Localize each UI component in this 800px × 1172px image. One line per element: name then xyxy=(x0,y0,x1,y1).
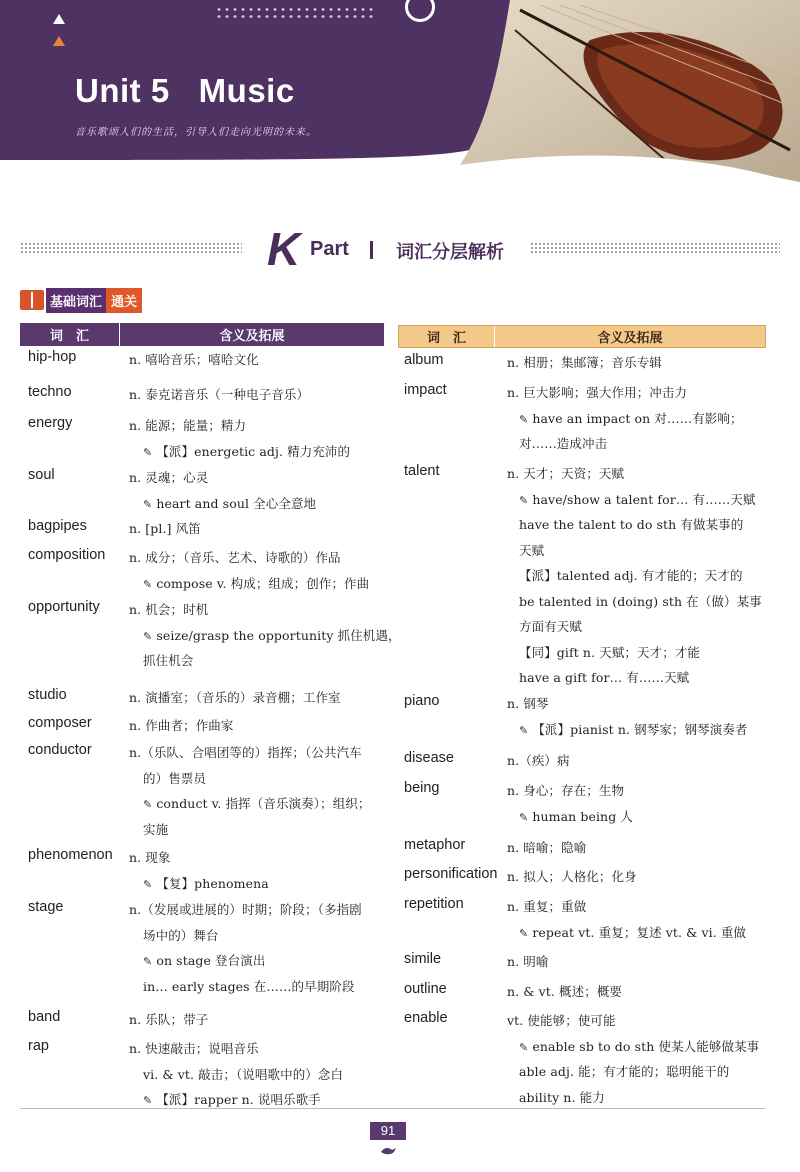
vocab-word: composition xyxy=(28,547,106,563)
vocab-meaning-line xyxy=(143,442,350,460)
vocab-word: conductor xyxy=(28,742,92,758)
vocab-word: being xyxy=(404,780,440,796)
part-heading xyxy=(20,224,780,274)
vocab-word: studio xyxy=(28,687,67,703)
vocab-meaning-line xyxy=(129,468,208,486)
vocab-meaning-line xyxy=(519,617,582,635)
vocab-meaning-line xyxy=(129,519,201,537)
meaning-text: on stage 登台演出 xyxy=(156,953,266,968)
right-table-header xyxy=(398,325,766,348)
section-label xyxy=(20,288,142,312)
vocab-word: band xyxy=(28,1009,61,1025)
meaning-text: n.（疾）病 xyxy=(507,753,570,768)
meaning-text: n. 乐队；带子 xyxy=(129,1012,209,1027)
meaning-text: n. 成分；（音乐、艺术、诗歌的）作品 xyxy=(129,550,341,565)
column-header-meaning: 含义及拓展 xyxy=(597,331,663,346)
meaning-text: n.（发展或进展的）时期；阶段；（多指剧 xyxy=(129,902,362,917)
meaning-text: n. 拟人；人格化；化身 xyxy=(507,869,637,884)
vocab-meaning-line xyxy=(519,1037,759,1055)
meaning-text: n. 身心；存在；生物 xyxy=(507,783,625,798)
vocab-word: simile xyxy=(404,951,442,967)
section-label-tag: 通关 xyxy=(106,288,142,313)
meaning-text: heart and soul 全心全意地 xyxy=(156,495,317,511)
vocab-meaning-line xyxy=(507,952,549,970)
meaning-text: n. 重复；重做 xyxy=(507,899,587,914)
meaning-text: 方面有天赋 xyxy=(519,619,583,634)
vocab-meaning-line xyxy=(143,494,316,512)
vocab-meaning-line xyxy=(143,874,269,892)
meaning-text: n. 天才；天资；天赋 xyxy=(507,466,625,481)
vocab-meaning-line xyxy=(519,434,607,452)
meaning-text: 【派】rapper n. 说唱乐歌手 xyxy=(156,1092,321,1107)
vocab-meaning-line xyxy=(129,848,171,866)
vocab-meaning-line xyxy=(129,416,246,434)
vocab-word: metaphor xyxy=(404,837,466,853)
vocab-meaning-line xyxy=(519,807,633,825)
vocab-meaning-line xyxy=(507,694,549,712)
meaning-text: be talented in (doing) sth 在（做）某事 xyxy=(519,593,762,609)
pencil-icon: ✎ xyxy=(143,798,153,811)
meaning-text: n. 作曲者；作曲家 xyxy=(129,718,234,733)
meaning-text: n. 相册；集邮簿；音乐专辑 xyxy=(507,355,662,370)
vocab-meaning-line xyxy=(519,566,743,584)
vocab-meaning-line xyxy=(129,900,362,918)
vocab-meaning-line xyxy=(143,626,401,644)
vocab-word: opportunity xyxy=(28,599,100,615)
vocab-meaning-line xyxy=(143,820,168,838)
triangle-orange-icon xyxy=(53,36,65,46)
vocab-meaning-line xyxy=(129,716,234,734)
vocab-meaning-line xyxy=(129,350,259,368)
meaning-text: vt. 使能够；使可能 xyxy=(507,1013,616,1028)
vocab-word: hip-hop xyxy=(28,349,77,365)
triangle-white-icon xyxy=(53,14,65,24)
unit-header-banner xyxy=(0,0,800,190)
vocab-word: techno xyxy=(28,384,72,400)
pencil-icon: ✎ xyxy=(519,810,529,824)
meaning-text: n. 灵魂；心灵 xyxy=(129,470,209,485)
meaning-text: 【复】phenomena xyxy=(156,875,269,891)
part-divider xyxy=(370,241,373,259)
meaning-text: 【同】gift n. 天赋；天才；才能 xyxy=(519,644,701,660)
vocab-meaning-line xyxy=(129,1039,259,1057)
meaning-text: 抓住机会 xyxy=(143,653,194,668)
vocab-meaning-line xyxy=(129,1010,208,1028)
vocab-meaning-line xyxy=(507,781,624,799)
meaning-text: in… early stages 在……的早期阶段 xyxy=(143,978,355,994)
meaning-text: n. 快速敲击；说唱音乐 xyxy=(129,1041,259,1056)
pencil-icon: ✎ xyxy=(519,1040,529,1054)
vocab-word: soul xyxy=(28,467,55,483)
meaning-text: conduct v. 指挥（音乐演奏）；组织； xyxy=(156,796,371,811)
vocab-meaning-line xyxy=(507,464,624,482)
vocab-meaning-line xyxy=(507,383,687,401)
meaning-text: repeat vt. 重复；复述 vt. & vi. 重做 xyxy=(532,924,747,940)
meaning-text: n. 现象 xyxy=(129,850,171,865)
vocab-word: enable xyxy=(404,1010,448,1026)
vocab-word: album xyxy=(404,352,444,368)
pencil-icon: ✎ xyxy=(519,493,529,507)
vocab-word: composer xyxy=(28,715,92,731)
pencil-icon: ✎ xyxy=(143,497,153,511)
pencil-icon: ✎ xyxy=(143,955,153,968)
page-number: 91 xyxy=(370,1122,406,1140)
vocab-meaning-line xyxy=(507,1011,616,1029)
unit-subtitle: 音乐歌颂人们的生活，引导人们走向光明的未来。 xyxy=(75,127,317,138)
vocab-word: stage xyxy=(28,899,64,915)
vocab-word: piano xyxy=(404,693,440,709)
pencil-icon: ✎ xyxy=(519,412,529,426)
pencil-icon: ✎ xyxy=(519,723,529,737)
meaning-text: human being 人 xyxy=(532,808,633,824)
vocab-meaning-line xyxy=(519,409,743,427)
vocab-meaning-line xyxy=(507,353,662,371)
vocab-meaning-line xyxy=(507,897,586,915)
vocab-word: rap xyxy=(28,1038,49,1054)
vocab-meaning-line xyxy=(519,541,544,559)
vocab-word: disease xyxy=(404,750,454,766)
meaning-text: compose v. 构成；组成；创作；作曲 xyxy=(156,575,370,591)
pencil-icon: ✎ xyxy=(143,1094,153,1107)
vocab-meaning-line xyxy=(519,720,748,738)
meaning-text: 【派】pianist n. 钢琴家；钢琴演奏者 xyxy=(532,721,748,737)
vocab-meaning-line xyxy=(129,743,362,761)
vocab-meaning-line xyxy=(519,1088,605,1106)
meaning-text: 天赋 xyxy=(519,542,545,558)
meaning-text: n. 暗喻；隐喻 xyxy=(507,840,587,855)
meaning-text: ability n. 能力 xyxy=(519,1089,605,1105)
vocab-meaning-line xyxy=(129,385,309,403)
meaning-text: have the talent to do sth 有做某事的 xyxy=(519,517,744,532)
vocab-meaning-line xyxy=(519,923,746,941)
vocab-meaning-line xyxy=(143,926,219,944)
meaning-text: n. 钢琴 xyxy=(507,696,549,711)
vocab-word: repetition xyxy=(404,896,464,912)
meaning-text: n. [pl.] 风笛 xyxy=(129,521,201,536)
book-icon xyxy=(20,290,44,310)
vocab-word: impact xyxy=(404,382,447,398)
vocab-meaning-line xyxy=(143,951,265,969)
meaning-text: n. 演播室；（音乐的）录音棚；工作室 xyxy=(129,690,341,705)
part-label: Part xyxy=(310,238,349,260)
vocab-meaning-line xyxy=(519,592,762,610)
vocab-meaning-line xyxy=(519,1062,729,1080)
vocab-meaning-line xyxy=(129,688,341,706)
meaning-text: seize/grasp the opportunity 抓住机遇， xyxy=(156,627,401,643)
vocab-word: energy xyxy=(28,415,73,431)
pencil-icon: ✎ xyxy=(143,629,153,643)
vocab-meaning-line xyxy=(143,769,206,787)
meaning-text: n.（乐队、合唱团等的）指挥；（公共汽车 xyxy=(129,745,362,760)
meaning-text: have an impact on 对……有影响； xyxy=(532,410,743,426)
vocab-meaning-line xyxy=(507,751,570,769)
meaning-text: n. & vt. 概述；概要 xyxy=(507,984,623,999)
unit-title: Unit 5 Music xyxy=(75,72,295,109)
meaning-text: vi. & vt. 敲击；（说唱歌中的）念白 xyxy=(143,1066,344,1082)
meaning-text: 场中的）舞台 xyxy=(143,927,219,943)
dot-pattern xyxy=(215,6,375,20)
vocab-meaning-line xyxy=(143,1065,343,1083)
section-label-main: 基础词汇 xyxy=(46,288,106,313)
meaning-text: enable sb to do sth 使某人能够做某事 xyxy=(532,1038,760,1054)
meaning-text: have a gift for… 有……天赋 xyxy=(519,670,690,685)
meaning-text: n. 机会；时机 xyxy=(129,602,209,617)
vocab-meaning-line xyxy=(519,643,700,661)
meaning-text: n. 巨大影响；强大作用；冲击力 xyxy=(507,385,688,400)
left-table-header xyxy=(20,323,384,346)
meaning-text: have/show a talent for… 有……天赋 xyxy=(532,491,756,507)
dotted-rule-left xyxy=(20,242,242,254)
pencil-icon: ✎ xyxy=(519,926,529,940)
vocab-meaning-line xyxy=(129,548,341,566)
vocab-meaning-line xyxy=(507,982,622,1000)
meaning-text: 【派】talented adj. 有才能的；天才的 xyxy=(519,568,743,583)
vocab-word: bagpipes xyxy=(28,518,87,534)
vocab-word: outline xyxy=(404,981,447,997)
footer-rule xyxy=(20,1108,765,1109)
meaning-text: 【派】energetic adj. 精力充沛的 xyxy=(156,443,351,459)
column-header-word: 词 汇 xyxy=(20,323,120,346)
meaning-text: able adj. 能；有才能的；聪明能干的 xyxy=(519,1064,730,1079)
pencil-icon: ✎ xyxy=(143,577,153,591)
vocab-meaning-line xyxy=(507,838,586,856)
vocab-meaning-line xyxy=(143,574,369,592)
meaning-text: n. 明喻 xyxy=(507,954,549,969)
vocab-word: phenomenon xyxy=(28,847,113,863)
meaning-text: 对……造成冲击 xyxy=(519,436,608,451)
pencil-icon: ✎ xyxy=(143,877,153,891)
vocab-meaning-line xyxy=(519,515,743,533)
column-header-meaning: 含义及拓展 xyxy=(219,329,285,344)
vocab-meaning-line xyxy=(519,668,689,686)
vocab-meaning-line xyxy=(507,867,637,885)
meaning-text: n. 嘻哈音乐；嘻哈文化 xyxy=(129,352,259,367)
part-title: 词汇分层解析 xyxy=(396,242,504,263)
vocab-word: talent xyxy=(404,463,440,479)
dotted-rule-right xyxy=(530,242,780,254)
bird-icon xyxy=(379,1143,397,1157)
meaning-text: 实施 xyxy=(143,821,169,837)
meaning-text: n. 泰克诺音乐（一种电子音乐） xyxy=(129,387,310,402)
pencil-icon: ✎ xyxy=(143,445,153,459)
vocab-meaning-line xyxy=(143,794,371,812)
vocab-meaning-line xyxy=(519,490,756,508)
meaning-text: n. 能源；能量；精力 xyxy=(129,418,247,433)
vocab-word: personification xyxy=(404,866,498,882)
meaning-text: 的）售票员 xyxy=(143,770,207,786)
column-header-word: 词 汇 xyxy=(399,326,495,347)
part-letter: K xyxy=(267,223,301,275)
vocab-meaning-line xyxy=(143,977,355,995)
vocab-meaning-line xyxy=(143,1090,321,1108)
vocab-meaning-line xyxy=(129,600,208,618)
vocab-meaning-line xyxy=(143,651,193,669)
